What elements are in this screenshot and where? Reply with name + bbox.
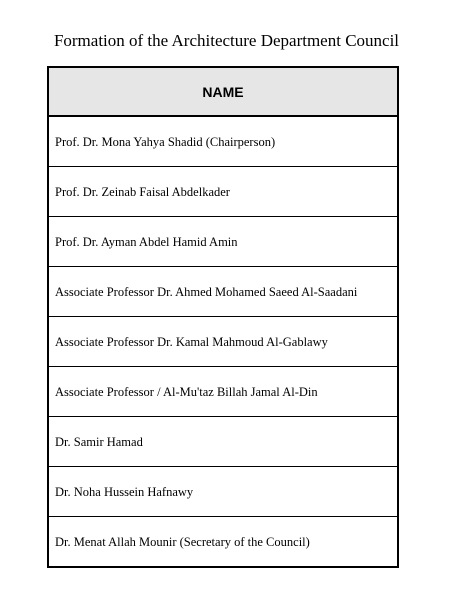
member-name-cell: Prof. Dr. Zeinab Faisal Abdelkader [48,167,398,217]
table-row [48,267,398,317]
name-column-header: NAME [48,67,398,116]
member-name-cell: Dr. Samir Hamad [48,417,398,467]
member-name-cell: Associate Professor Dr. Ahmed Mohamed Saeed Al-Saadani [48,267,398,317]
member-name-cell: Associate Professor Dr. Kamal Mahmoud Al-Gablawy [48,317,398,367]
member-name-cell: Dr. Noha Hussein Hafnawy [48,467,398,517]
table-row [48,417,398,467]
member-name-cell: Prof. Dr. Mona Yahya Shadid (Chairperson) [48,116,398,167]
member-name-cell: Dr. Menat Allah Mounir (Secretary of the Council) [48,517,398,568]
council-members-table [47,66,399,568]
document-title: Formation of the Architecture Department Council [53,31,400,50]
table-row [48,167,398,217]
table-row [48,217,398,267]
table-header-row [48,67,398,116]
table-row [48,317,398,367]
table-row [48,517,398,568]
table-row [48,116,398,167]
table-row [48,467,398,517]
member-name-cell: Associate Professor / Al-Mu'taz Billah Jamal Al-Din [48,367,398,417]
member-name-cell: Prof. Dr. Ayman Abdel Hamid Amin [48,217,398,267]
table-row [48,367,398,417]
